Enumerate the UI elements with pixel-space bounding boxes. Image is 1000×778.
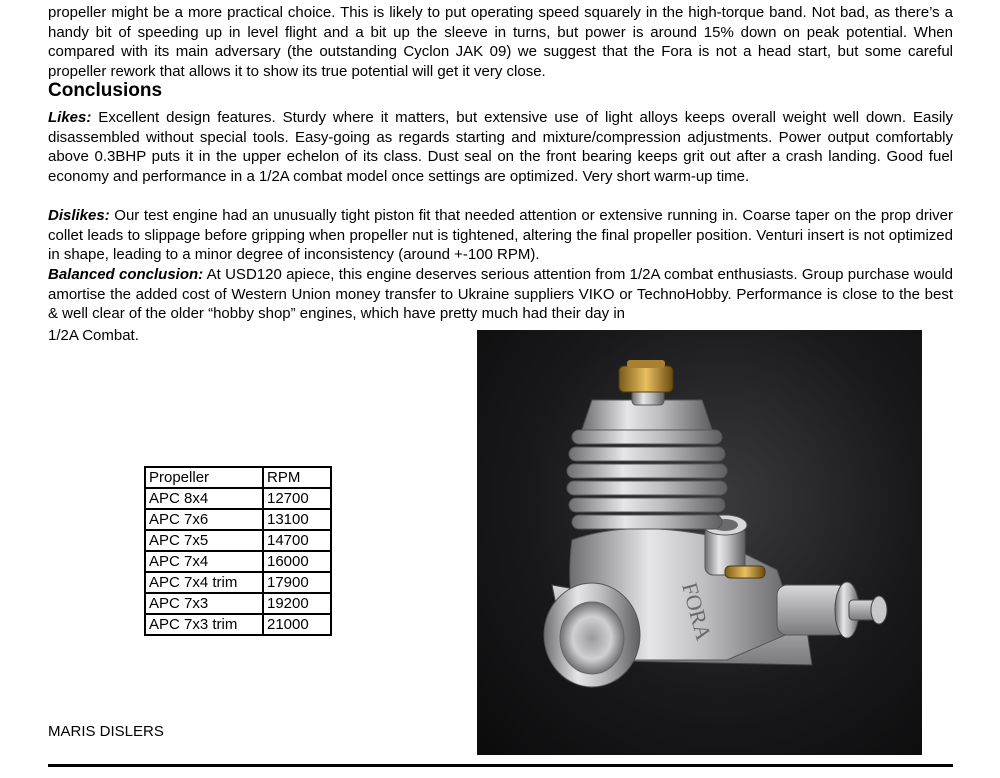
cell-propeller: APC 7x3	[145, 593, 263, 614]
likes-text: Excellent design features. Sturdy where it matters, but extensive use of light alloys keeps overall weight well down. Easily disassembled without special tools. Easy-going as regards starting and mixture/compression adjustments. Power output comfortably above 0.3BHP puts it in the upper echelon of its class. Dust seal on the front bearing keeps grit out after a crash landing. Good fuel economy and performance in a 1/2A combat model once settings are optimized. Very short warm-up time.	[48, 109, 953, 185]
table-row	[145, 572, 331, 593]
cell-propeller: APC 7x5	[145, 530, 263, 551]
cell-propeller: APC 7x3 trim	[145, 614, 263, 635]
author-name: MARIS DISLERS	[48, 723, 164, 740]
balanced-label: Balanced conclusion:	[48, 266, 204, 283]
likes-paragraph	[48, 108, 953, 186]
table-row	[145, 593, 331, 614]
cell-rpm: 14700	[263, 530, 331, 551]
cell-rpm: 12700	[263, 488, 331, 509]
cell-rpm: 21000	[263, 614, 331, 635]
table-row	[145, 509, 331, 530]
cell-rpm: 17900	[263, 572, 331, 593]
cell-propeller: APC 7x4 trim	[145, 572, 263, 593]
cell-propeller: APC 7x6	[145, 509, 263, 530]
bottom-rule	[48, 764, 953, 767]
table-row	[145, 551, 331, 572]
cell-rpm: 19200	[263, 593, 331, 614]
header-rpm: RPM	[263, 467, 331, 488]
balanced-paragraph	[48, 265, 953, 324]
dislikes-paragraph	[48, 206, 953, 265]
table-header-row	[145, 467, 331, 488]
rpm-table	[144, 466, 332, 636]
conclusions-heading: Conclusions	[48, 80, 163, 101]
cell-rpm: 13100	[263, 509, 331, 530]
engine-photo	[477, 330, 922, 755]
dislikes-label: Dislikes:	[48, 207, 110, 224]
likes-label: Likes:	[48, 109, 92, 126]
dislikes-text: Our test engine had an unusually tight piston fit that needed attention or extensive running in. Coarse taper on the prop driver collet leads to slippage before gripping when propeller nut is tightened, altering the final propeller position. Venturi insert is not optimized in shape, leading to a minor degree of inconsistency (around +-100 RPM).	[48, 207, 953, 264]
table-row	[145, 614, 331, 635]
cell-rpm: 16000	[263, 551, 331, 572]
balanced-text: At USD120 apiece, this engine deserves serious attention from 1/2A combat enthusiasts. Group purchase would amortise the added cost of Western Union money transfer to Ukraine suppliers VIKO or TechnoHobby. Performance is close to the best & well clear of the older “hobby shop” engines, which have pretty much had their day in	[48, 266, 953, 323]
intro-paragraph: propeller might be a more practical choice. This is likely to put operating speed squarely in the high-torque band. Not bad, as there’s a handy bit of speeding up in level flight and a bit up the sleeve in turns, but power is around 15% down on peak potential. When compared with its main adversary (the outstanding Cyclon JAK 09) we suggest that the Fora is not a head start, but some careful propeller rework that allows it to show its true potential will get it very close.	[48, 4, 953, 80]
cell-propeller: APC 7x4	[145, 551, 263, 572]
table-row	[145, 488, 331, 509]
header-propeller: Propeller	[145, 467, 263, 488]
balanced-tail: 1/2A Combat.	[48, 327, 139, 344]
table-row	[145, 530, 331, 551]
cell-propeller: APC 8x4	[145, 488, 263, 509]
engine-engraving: FORA	[677, 579, 717, 643]
cylinder-fins	[567, 430, 727, 529]
engine-illustration	[477, 330, 922, 755]
